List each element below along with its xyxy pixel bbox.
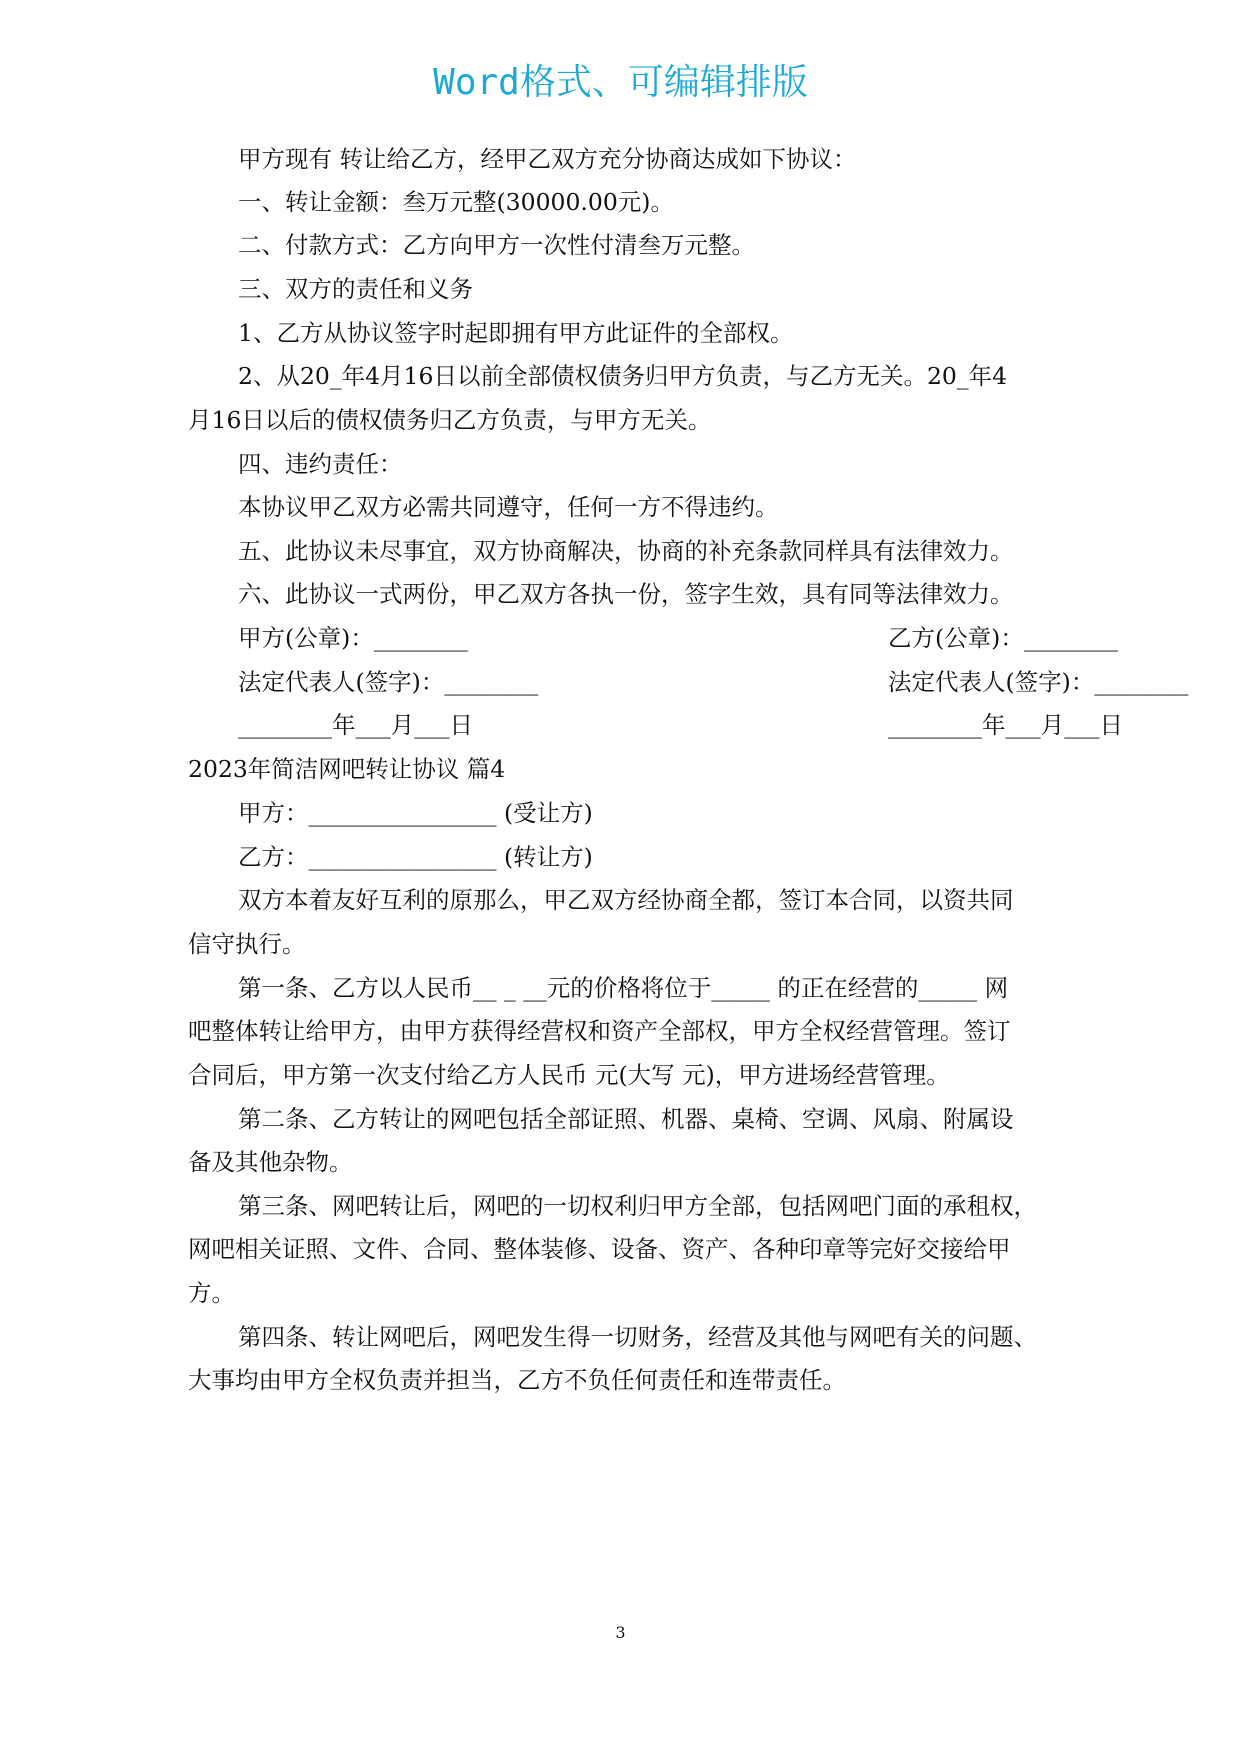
party-b-seal: 乙方(公章)：________ — [888, 624, 1118, 652]
party-b-rep: 法定代表人(签字)：________ — [888, 668, 1189, 696]
paragraph-agreement-line1: 双方本着友好互利的原那么，甲乙双方经协商全都，签订本合同，以资共同 — [238, 886, 1014, 914]
paragraph-unresolved: 五、此协议未尽事宜，双方协商解决，协商的补充条款同样具有法律效力。 — [238, 537, 1014, 565]
paragraph-intro: 甲方现有 转让给乙方，经甲乙双方充分协商达成如下协议： — [238, 145, 857, 173]
paragraph-breach-heading: 四、违约责任： — [238, 450, 403, 478]
article-1-line3: 合同后，甲方第一次支付给乙方人民币 元(大写 元)，甲方进场经营管理。 — [188, 1061, 950, 1089]
article-4-line1: 第四条、转让网吧后，网吧发生得一切财务，经营及其他与网吧有关的问题、 — [238, 1323, 1037, 1351]
article-3-line3: 方。 — [188, 1279, 235, 1307]
paragraph-payment: 二、付款方式：乙方向甲方一次性付清叁万元整。 — [238, 231, 755, 259]
party-b-line: 乙方：________________ (转让方) — [238, 843, 593, 871]
article-3-line1: 第三条、网吧转让后，网吧的一切权利归甲方全部，包括网吧门面的承租权， — [238, 1192, 1037, 1220]
paragraph-amount: 一、转让金额：叁万元整(30000.00元)。 — [238, 188, 674, 216]
party-b-date: ________年___月___日 — [888, 711, 1123, 739]
signature-row-seal — [188, 621, 1118, 655]
signature-row-rep — [188, 665, 1189, 699]
article-2-line2: 备及其他杂物。 — [188, 1148, 353, 1176]
article-1-line2: 吧整体转让给甲方，由甲方获得经营权和资产全部权，甲方全权经营管理。签订 — [188, 1017, 1011, 1045]
paragraph-agreement-line2: 信守执行。 — [188, 930, 306, 958]
paragraph-duty-2-line1: 2、从20_年4月16日以前全部债权债务归甲方负责，与乙方无关。20_年4 — [238, 362, 1008, 390]
article-2-line1: 第二条、乙方转让的网吧包括全部证照、机器、桌椅、空调、风扇、附属设 — [238, 1105, 1014, 1133]
section-title: 2023年简洁网吧转让协议 篇4 — [188, 755, 506, 783]
paragraph-copies: 六、此协议一式两份，甲乙双方各执一份，签字生效，具有同等法律效力。 — [238, 580, 1014, 608]
paragraph-duty-2-line2: 月16日以后的债权债务归乙方负责，与甲方无关。 — [188, 406, 712, 434]
party-a-rep: 法定代表人(签字)：________ — [238, 668, 539, 696]
paragraph-breach: 本协议甲乙双方必需共同遵守，任何一方不得违约。 — [238, 493, 779, 521]
party-a-line: 甲方：________________ (受让方) — [238, 799, 593, 827]
article-3-line2: 网吧相关证照、文件、合同、整体装修、设备、资产、各种印章等完好交接给甲 — [188, 1235, 1011, 1263]
signature-row-date — [188, 708, 1123, 742]
paragraph-duties-heading: 三、双方的责任和义务 — [238, 275, 473, 303]
page-number: 3 — [615, 1623, 626, 1642]
paragraph-duty-1: 1、乙方从协议签字时起即拥有甲方此证件的全部权。 — [238, 319, 794, 347]
article-4-line2: 大事均由甲方全权负责并担当，乙方不负任何责任和连带责任。 — [188, 1366, 846, 1394]
header-title: Word格式、可编辑排版 — [433, 62, 808, 103]
article-1-line1: 第一条、乙方以人民币__ _ __元的价格将位于_____ 的正在经营的_____ 网 — [238, 974, 1009, 1002]
party-a-seal: 甲方(公章)：________ — [238, 624, 468, 652]
party-a-date: ________年___月___日 — [238, 711, 473, 739]
